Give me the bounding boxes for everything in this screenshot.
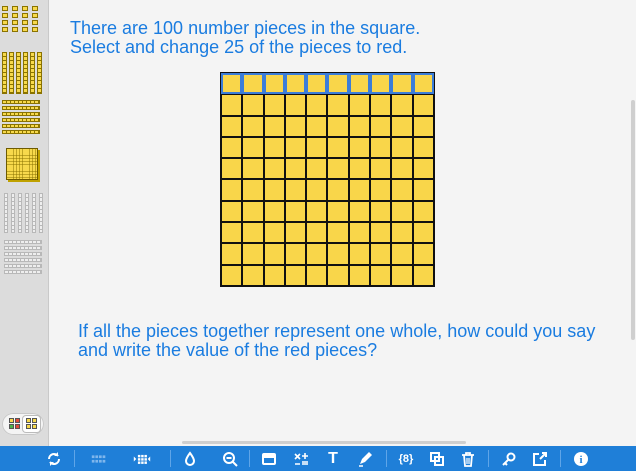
number-piece[interactable] <box>414 266 433 285</box>
number-piece[interactable] <box>307 223 326 242</box>
number-piece[interactable] <box>350 74 369 93</box>
vertical-scrollbar[interactable] <box>631 100 635 340</box>
number-piece[interactable] <box>222 202 241 221</box>
number-piece[interactable] <box>392 266 411 285</box>
number-piece[interactable] <box>286 202 305 221</box>
palette-units[interactable] <box>2 6 46 32</box>
number-piece[interactable] <box>371 223 390 242</box>
number-piece[interactable] <box>222 223 241 242</box>
horizontal-scrollbar[interactable] <box>182 441 466 444</box>
number-piece[interactable] <box>286 138 305 157</box>
number-piece[interactable] <box>286 95 305 114</box>
delete-icon[interactable] <box>459 450 477 468</box>
number-piece[interactable] <box>328 95 347 114</box>
number-piece[interactable] <box>286 266 305 285</box>
number-piece[interactable] <box>392 74 411 93</box>
question-prompt <box>78 322 595 360</box>
number-piece[interactable] <box>307 244 326 263</box>
number-piece[interactable] <box>243 138 262 157</box>
number-piece[interactable] <box>371 117 390 136</box>
number-piece[interactable] <box>328 180 347 199</box>
toolbar-divider <box>386 450 387 467</box>
number-piece[interactable] <box>286 74 305 93</box>
task-prompt-line-2: Select and change 25 of the pieces to red. <box>70 37 408 57</box>
number-piece[interactable] <box>392 223 411 242</box>
grouping-icon[interactable] <box>90 450 110 468</box>
number-piece[interactable] <box>414 117 433 136</box>
number-piece[interactable] <box>392 180 411 199</box>
number-piece[interactable] <box>243 202 262 221</box>
palette-mode-toggle[interactable] <box>2 413 44 435</box>
number-piece[interactable] <box>392 202 411 221</box>
number-piece[interactable] <box>243 74 262 93</box>
number-piece[interactable] <box>222 95 241 114</box>
number-piece[interactable] <box>222 159 241 178</box>
number-piece[interactable] <box>243 266 262 285</box>
number-piece[interactable] <box>286 117 305 136</box>
columns-icon[interactable] <box>133 450 155 468</box>
palette-hundred-square[interactable] <box>6 148 50 180</box>
number-piece[interactable] <box>265 117 284 136</box>
toggle-knob <box>23 416 40 432</box>
number-piece[interactable] <box>392 138 411 157</box>
zoom-out-icon[interactable] <box>221 450 239 468</box>
number-piece[interactable] <box>328 117 347 136</box>
task-prompt-line-1: There are 100 number pieces in the square. <box>70 18 421 38</box>
number-piece[interactable] <box>307 202 326 221</box>
number-piece[interactable] <box>265 95 284 114</box>
pen-icon[interactable] <box>356 450 374 468</box>
number-piece[interactable] <box>265 74 284 93</box>
number-piece[interactable] <box>371 138 390 157</box>
number-piece[interactable] <box>392 244 411 263</box>
refresh-icon[interactable] <box>45 450 63 468</box>
number-piece[interactable] <box>414 180 433 199</box>
number-piece[interactable] <box>328 244 347 263</box>
toolbar-divider <box>560 450 561 467</box>
number-piece[interactable] <box>265 244 284 263</box>
task-prompt <box>70 19 420 57</box>
number-piece[interactable] <box>307 117 326 136</box>
number-piece[interactable] <box>243 223 262 242</box>
number-piece[interactable] <box>307 159 326 178</box>
text-icon[interactable]: T <box>328 450 338 467</box>
number-piece[interactable] <box>286 223 305 242</box>
number-piece[interactable] <box>243 180 262 199</box>
number-piece[interactable] <box>222 138 241 157</box>
palette-tens-flats[interactable] <box>2 100 46 134</box>
info-glyph: i <box>579 454 583 466</box>
number-piece[interactable] <box>222 180 241 199</box>
number-piece[interactable] <box>222 117 241 136</box>
yellow-piece-icon <box>9 418 14 423</box>
number-piece[interactable] <box>265 180 284 199</box>
number-piece[interactable] <box>371 266 390 285</box>
number-piece[interactable] <box>350 180 369 199</box>
number-piece[interactable] <box>328 74 347 93</box>
number-piece[interactable] <box>414 74 433 93</box>
panel-icon[interactable] <box>260 450 278 468</box>
yellow-piece-icon <box>26 424 31 429</box>
number-piece[interactable] <box>307 95 326 114</box>
number-piece[interactable] <box>350 266 369 285</box>
number-piece[interactable] <box>307 74 326 93</box>
number-piece[interactable] <box>414 95 433 114</box>
value-icon[interactable]: {8} <box>398 453 414 465</box>
number-piece[interactable] <box>350 244 369 263</box>
number-piece[interactable] <box>328 223 347 242</box>
number-piece[interactable] <box>350 202 369 221</box>
number-piece[interactable] <box>265 223 284 242</box>
number-piece[interactable] <box>350 159 369 178</box>
yellow-piece-icon <box>32 424 37 429</box>
number-piece[interactable] <box>243 95 262 114</box>
toolbar-divider <box>170 450 171 467</box>
number-piece[interactable] <box>414 202 433 221</box>
number-piece[interactable] <box>371 74 390 93</box>
fill-color-icon[interactable] <box>181 450 199 468</box>
number-piece[interactable] <box>371 159 390 178</box>
number-piece[interactable] <box>328 266 347 285</box>
number-piece[interactable] <box>265 202 284 221</box>
number-piece[interactable] <box>328 159 347 178</box>
number-piece[interactable] <box>222 266 241 285</box>
green-piece-icon <box>9 424 14 429</box>
number-piece[interactable] <box>350 117 369 136</box>
number-piece[interactable] <box>414 244 433 263</box>
number-piece[interactable] <box>243 244 262 263</box>
number-piece[interactable] <box>307 180 326 199</box>
number-piece[interactable] <box>286 159 305 178</box>
palette-tens-rods[interactable] <box>2 52 46 94</box>
toolbar-divider <box>249 450 250 467</box>
number-piece[interactable] <box>243 159 262 178</box>
expression-icon[interactable] <box>292 450 310 468</box>
question-line-1: If all the pieces together represent one whole, how could you say <box>78 321 596 341</box>
number-piece[interactable] <box>414 159 433 178</box>
hundred-square-workspace[interactable] <box>220 72 435 287</box>
red-piece-icon <box>15 424 20 429</box>
number-piece[interactable] <box>286 180 305 199</box>
bottom-toolbar <box>0 446 636 471</box>
number-piece[interactable] <box>328 138 347 157</box>
toolbar-divider <box>488 450 489 467</box>
toolbar-divider <box>74 450 75 467</box>
piece-palette <box>0 0 49 446</box>
palette-outline-flats[interactable] <box>4 240 48 274</box>
number-piece[interactable] <box>286 244 305 263</box>
number-piece[interactable] <box>371 244 390 263</box>
number-piece[interactable] <box>392 117 411 136</box>
number-piece[interactable] <box>392 159 411 178</box>
number-piece[interactable] <box>307 266 326 285</box>
number-piece[interactable] <box>371 202 390 221</box>
number-piece[interactable] <box>265 159 284 178</box>
share-icon[interactable] <box>531 450 549 468</box>
duplicate-icon[interactable] <box>428 450 446 468</box>
number-piece[interactable] <box>414 138 433 157</box>
number-piece[interactable] <box>265 138 284 157</box>
number-piece[interactable] <box>328 202 347 221</box>
number-piece[interactable] <box>222 244 241 263</box>
number-piece[interactable] <box>392 95 411 114</box>
number-piece[interactable] <box>222 74 241 93</box>
number-piece[interactable] <box>350 223 369 242</box>
number-piece[interactable] <box>414 223 433 242</box>
yellow-piece-icon <box>32 418 37 423</box>
number-piece[interactable] <box>371 95 390 114</box>
number-piece[interactable] <box>350 95 369 114</box>
number-piece[interactable] <box>371 180 390 199</box>
number-piece[interactable] <box>307 138 326 157</box>
question-line-2: and write the value of the red pieces? <box>78 340 378 360</box>
palette-outline-rods[interactable] <box>4 193 48 233</box>
link-icon[interactable] <box>500 450 518 468</box>
yellow-piece-icon <box>26 418 31 423</box>
number-piece[interactable] <box>243 117 262 136</box>
number-piece[interactable] <box>350 138 369 157</box>
red-piece-icon <box>15 418 20 423</box>
info-icon[interactable] <box>572 450 590 468</box>
number-piece[interactable] <box>265 266 284 285</box>
